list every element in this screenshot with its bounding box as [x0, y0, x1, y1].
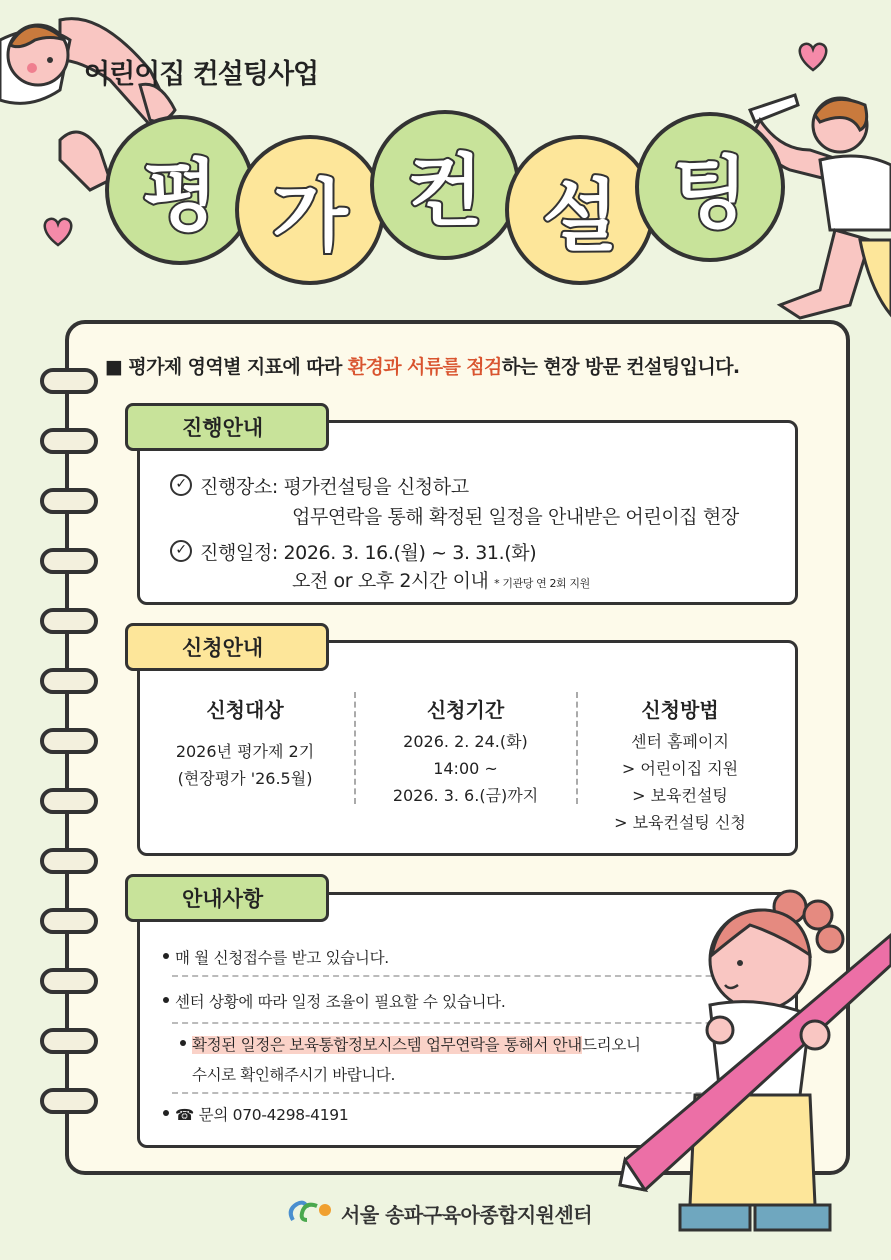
- spiral-ring: [40, 788, 98, 814]
- heart-icon: [795, 40, 831, 72]
- progress-date-label: 진행일정:: [200, 542, 278, 564]
- notice-item: [192, 1033, 641, 1055]
- title-char-2: 가: [235, 135, 385, 285]
- column-divider: [354, 692, 356, 804]
- title-char-4: 설: [505, 135, 655, 285]
- apply-period-line1: 2026. 2. 24.(화): [403, 732, 528, 751]
- apply-target-heading: 신청대상: [206, 698, 284, 722]
- apply-method-line1: 센터 홈페이지: [631, 732, 729, 751]
- progress-date-note: * 기관당 연 2회 지원: [494, 577, 590, 590]
- notice-item3-line2: 수시로 확인해주시기 바랍니다.: [192, 1066, 396, 1084]
- spiral-ring: [40, 848, 98, 874]
- intro-text: [105, 352, 740, 379]
- spiral-ring: [40, 608, 98, 634]
- progress-place-line1: 평가컨설팅을 신청하고: [283, 476, 469, 498]
- spiral-ring: [40, 968, 98, 994]
- progress-place-label: 진행장소:: [200, 476, 278, 498]
- phone-icon: ☎: [175, 1106, 195, 1124]
- apply-method: [585, 697, 775, 836]
- footer: [285, 1198, 592, 1228]
- spiral-ring: [40, 428, 98, 454]
- heart-icon: [40, 215, 76, 247]
- apply-period-line2: 14:00 ~: [433, 759, 498, 778]
- progress-date: [175, 538, 537, 565]
- spiral-ring: [40, 1028, 98, 1054]
- contact-number: 문의 070-4298-4191: [198, 1106, 349, 1124]
- notice-item3-highlight: 확정된 일정은 보육통합정보시스템 업무연락을 통해서 안내: [192, 1036, 582, 1054]
- notice-item: 매 월 신청접수를 받고 있습니다.: [175, 946, 389, 968]
- page-subtitle: 어린이집 컨설팅사업: [84, 59, 319, 90]
- spiral-ring: [40, 728, 98, 754]
- title-char-5: 팅: [635, 112, 785, 262]
- intro-bullet: ■: [105, 356, 123, 378]
- progress-date-line1: 2026. 3. 16.(월) ~ 3. 31.(화): [283, 542, 537, 564]
- apply-target-line2: (현장평가 '26.5월): [177, 769, 313, 788]
- apply-target: [150, 697, 340, 792]
- check-icon: ✓: [170, 474, 192, 496]
- apply-target-line1: 2026년 평가제 2기: [175, 742, 315, 761]
- apply-method-line3: > 보육컨설팅: [632, 786, 728, 805]
- intro-before: 평가제 영역별 지표에 따라: [128, 356, 348, 378]
- apply-tag: 신청안내: [125, 623, 329, 671]
- check-icon: ✓: [170, 540, 192, 562]
- apply-method-heading: 신청방법: [641, 698, 719, 722]
- spiral-ring: [40, 548, 98, 574]
- notice-item3-rest: 드리오니: [581, 1036, 641, 1054]
- spiral-ring: [40, 1088, 98, 1114]
- apply-period-heading: 신청기간: [426, 698, 505, 722]
- sc-logo-icon: [285, 1198, 335, 1228]
- spiral-ring: [40, 908, 98, 934]
- apply-method-line4: > 보육컨설팅 신청: [614, 813, 746, 832]
- progress-place: [175, 472, 469, 499]
- title-char-1: 평: [105, 115, 255, 265]
- girl-with-pencil-illustration: [600, 885, 891, 1245]
- notice-item: 센터 상황에 따라 일정 조율이 필요할 수 있습니다.: [175, 990, 505, 1012]
- progress-place-line2: 업무연락을 통해 확정된 일정을 안내받은 어린이집 현장: [292, 506, 739, 528]
- notice-item-contact: [175, 1103, 348, 1125]
- apply-period-line3: 2026. 3. 6.(금)까지: [392, 786, 539, 805]
- spiral-ring: [40, 368, 98, 394]
- progress-date-line2-row: [292, 566, 590, 593]
- progress-tag: 진행안내: [125, 403, 329, 451]
- spiral-ring: [40, 668, 98, 694]
- intro-highlight: 환경과 서류를 점검: [347, 356, 502, 378]
- intro-after: 하는 현장 방문 컨설팅입니다.: [501, 356, 740, 378]
- progress-date-line2: 오전 or 오후 2시간 이내: [292, 570, 489, 592]
- column-divider: [576, 692, 578, 804]
- spiral-ring: [40, 488, 98, 514]
- title-char-3: 컨: [370, 110, 520, 260]
- footer-org-name: 서울 송파구육아종합지원센터: [341, 1202, 593, 1227]
- apply-period: [368, 697, 563, 809]
- apply-method-line2: > 어린이집 지원: [621, 759, 739, 778]
- notice-tag: 안내사항: [125, 874, 329, 922]
